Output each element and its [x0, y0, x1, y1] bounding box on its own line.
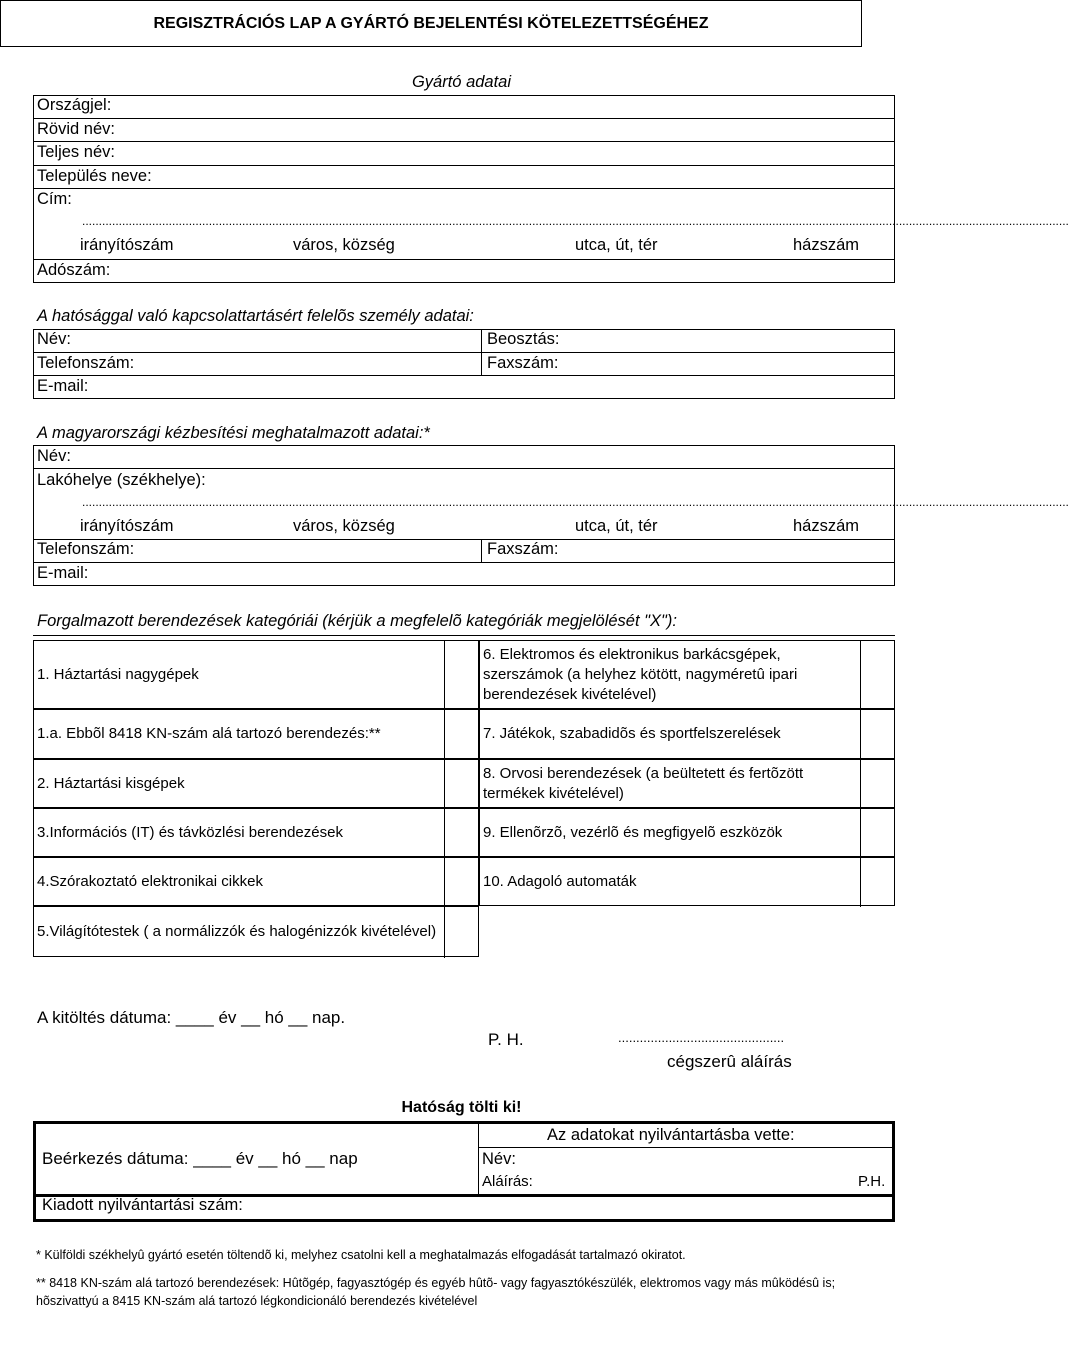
category-checkbox[interactable] [860, 640, 894, 710]
addr-house-label: házszám [793, 236, 860, 254]
agent-zip-label: irányítószám [80, 517, 174, 535]
agent-heading: A magyarországi kézbesítési meghatalmazott adatai:* [37, 424, 430, 442]
registration-number-field[interactable]: Kiadott nyilvántartási szám: [42, 1196, 243, 1214]
category-label: 4.Szórakoztató elektronikai cikkek [37, 872, 263, 890]
category-checkbox[interactable] [444, 709, 478, 760]
category-label: 3.Információs (IT) és távközlési berendezések [37, 823, 343, 841]
category-checkbox[interactable] [860, 709, 894, 760]
settlement-field[interactable]: Település neve: [37, 167, 152, 185]
category-label: 1.a. Ebbõl 8418 KN-szám alá tartozó berendezés:** [37, 725, 381, 742]
category-checkbox[interactable] [444, 759, 478, 809]
full-name-field[interactable]: Teljes név: [37, 143, 115, 161]
agent-table [33, 445, 1069, 586]
country-field[interactable]: Országjel: [37, 96, 112, 114]
addr-city-label: város, község [293, 236, 395, 254]
recorded-by-label: Az adatokat nyilvántartásba vette: [547, 1126, 795, 1144]
signature-label: cégszerû aláírás [667, 1052, 792, 1071]
agent-fax-field[interactable]: Faxszám: [487, 540, 559, 558]
form-title: REGISZTRÁCIÓS LAP A GYÁRTÓ BEJELENTÉSI KÖTELEZETTSÉGÉHEZ [0, 0, 862, 47]
category-item [33, 857, 479, 906]
categories-heading: Forgalmazott berendezések kategóriái (kérjük a megfelelõ kategóriák megjelölését "X"): [37, 612, 677, 630]
category-item [479, 857, 895, 906]
contact-fax-field[interactable]: Faxszám: [487, 354, 559, 372]
category-label: 2. Háztartási kisgépek [37, 774, 185, 792]
contact-phone-field[interactable]: Telefonszám: [37, 354, 135, 372]
category-label: 10. Adagoló automaták [483, 872, 637, 890]
category-checkbox[interactable] [860, 759, 894, 809]
agent-residence-field[interactable]: Lakóhelye (székhelye): [37, 471, 206, 489]
category-label: 6. Elektromos és elektronikus barkácsgépek, szerszámok (a helyhez kötött, nagyméretû ipari berendezések kivételével) [483, 645, 798, 703]
stamp-placeholder: P. H. [488, 1030, 524, 1049]
agent-phone-field[interactable]: Telefonszám: [37, 540, 135, 558]
agent-address-dotted-line: ........................................................................................................................................................................................................................................................................................................ [82, 495, 1069, 509]
received-date-field[interactable]: Beérkezés dátuma: ____ év __ hó __ nap [42, 1149, 358, 1168]
category-label: 9. Ellenõrzõ, vezérlõ és megfigyelõ eszközök [483, 823, 783, 841]
addr-street-label: utca, út, tér [575, 236, 658, 254]
agent-house-label: házszám [793, 517, 860, 535]
category-item [479, 709, 895, 759]
authority-heading: Hatóság tölti ki! [401, 1099, 522, 1116]
category-item [479, 759, 895, 808]
category-label: 1. Háztartási nagygépek [37, 665, 199, 683]
tax-number-field[interactable]: Adószám: [37, 261, 111, 279]
category-checkbox[interactable] [860, 857, 894, 907]
category-item [479, 808, 895, 857]
address-dotted-line: ........................................................................................................................................................................................................................................................................................................ [82, 214, 1069, 228]
category-label: 8. Orvosi berendezések (a beültetett és fertõzött termékek kivételével) [483, 764, 804, 802]
contact-position-field[interactable]: Beosztás: [487, 330, 560, 348]
contact-table [33, 329, 895, 399]
contact-email-field[interactable]: E-mail: [37, 377, 89, 395]
category-label: 7. Játékok, szabadidõs és sportfelszerelések [483, 725, 781, 742]
agent-name-field[interactable]: Név: [37, 447, 71, 465]
category-item [33, 906, 479, 957]
short-name-field[interactable]: Rövid név: [37, 120, 115, 138]
agent-email-field[interactable]: E-mail: [37, 564, 89, 582]
agent-street-label: utca, út, tér [575, 517, 658, 535]
category-item [33, 709, 479, 759]
signature-dotted-line[interactable]: .............................................. [618, 1030, 785, 1045]
manufacturer-heading: Gyártó adatai [411, 73, 512, 91]
footnote-kn-code: ** 8418 KN-szám alá tartozó berendezések: Hûtõgép, fagyasztógép és egyéb hûtõ- vagy fagyasztókészülék, elektromos vagy más mûködésû is; hõszivattyú a 8415 KN-szám alá tartozó légkondicionáló berendezés kivételével [36, 1276, 836, 1308]
category-checkbox[interactable] [444, 640, 478, 710]
contact-name-field[interactable]: Név: [37, 330, 71, 348]
category-checkbox[interactable] [444, 808, 478, 858]
category-item [33, 640, 479, 709]
contact-heading: A hatósággal való kapcsolattartásért felelõs személy adatai: [37, 307, 474, 325]
authority-signature-field[interactable]: Aláírás: [482, 1173, 533, 1190]
authority-name-field[interactable]: Név: [482, 1150, 516, 1168]
category-checkbox[interactable] [444, 857, 478, 907]
agent-city-label: város, község [293, 517, 395, 535]
category-label: 5.Világítótestek ( a normálizzók és halogénizzók kivételével) [37, 922, 437, 940]
authority-stamp-label: P.H. [858, 1173, 886, 1190]
category-item [33, 808, 479, 857]
category-item [33, 759, 479, 808]
fill-date-line[interactable]: A kitöltés dátuma: ____ év __ hó __ nap. [37, 1008, 346, 1027]
category-item [479, 640, 895, 709]
category-checkbox[interactable] [444, 906, 478, 958]
category-checkbox[interactable] [860, 808, 894, 858]
footnote-agent: * Külföldi székhelyû gyártó esetén töltendõ ki, melyhez csatolni kell a meghatalmazás elfogadását tartalmazó okiratot. [36, 1248, 686, 1262]
address-field[interactable]: Cím: [37, 190, 72, 208]
addr-zip-label: irányítószám [80, 236, 174, 254]
